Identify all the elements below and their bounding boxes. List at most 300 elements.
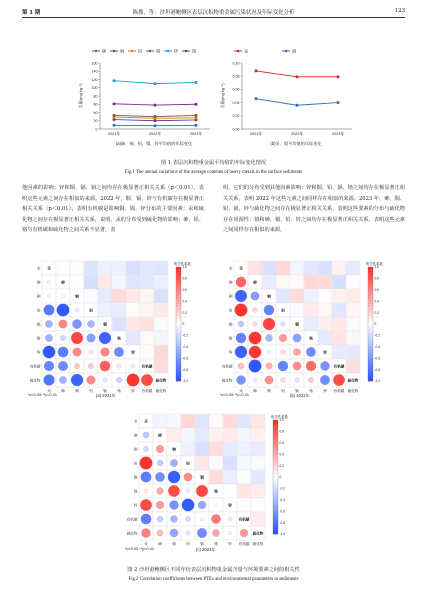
colorbar-tick-label: 0 <box>374 322 377 327</box>
corr-col-label: 铬 <box>214 542 218 546</box>
colorbar-step <box>273 488 278 491</box>
y-tick-label: 120 <box>91 77 98 82</box>
colorbar-step <box>368 327 373 330</box>
colorbar-step <box>273 437 278 440</box>
corr-row-label: 有机碳 <box>221 364 233 369</box>
colorbar-step <box>176 341 181 344</box>
corr-circle <box>44 375 55 386</box>
corr-circle <box>140 499 152 511</box>
colorbar-step <box>176 310 181 313</box>
corr-value-cell <box>332 345 345 358</box>
corr-row-label: 铬 <box>133 489 138 494</box>
corr-row-label: 镉 <box>228 322 233 327</box>
corr-row-label: 铬 <box>36 336 41 341</box>
x-tick-label: 2021年 <box>249 132 263 136</box>
data-point <box>154 124 157 127</box>
colorbar-tick-label: -0.6 <box>182 356 188 361</box>
corr-circle <box>293 334 302 343</box>
corr-value-cell <box>237 414 250 427</box>
corr-value-cell <box>209 456 222 469</box>
corr-circle <box>168 471 180 483</box>
colorbar-tick-label: 0.8 <box>279 429 284 434</box>
y-tick-label: 0.10 <box>232 61 240 66</box>
corr-circle <box>170 529 178 537</box>
colorbar-step <box>368 378 373 381</box>
colorbar-step <box>368 333 373 336</box>
data-point <box>337 101 340 104</box>
colorbar-step <box>176 347 181 350</box>
corr-value-cell <box>318 261 331 274</box>
colorbar-step <box>273 446 278 449</box>
colorbar-step <box>368 290 373 293</box>
corr-circle <box>265 376 273 384</box>
corr-value-cell <box>223 442 236 455</box>
corr-circle <box>99 332 111 344</box>
colorbar-tick-label: -0.4 <box>182 345 188 349</box>
corr-circle <box>236 277 246 287</box>
legend-marker <box>185 50 187 52</box>
colorbar-step <box>273 520 278 523</box>
colorbar-tick-label: -0.6 <box>279 509 285 514</box>
corr-circle <box>264 305 274 315</box>
corr-circle <box>214 503 217 506</box>
corr-circle <box>293 362 301 370</box>
corr-col-label: 铬 <box>309 389 313 393</box>
fig2-a-sig-note: *p<0.05 **p<0.01 <box>28 393 57 397</box>
corr-value-cell <box>195 428 208 441</box>
corr-value-cell <box>70 261 83 274</box>
corr-circle <box>141 374 153 386</box>
corr-row-label: 汞 <box>36 266 41 271</box>
corr-circle <box>131 364 135 368</box>
colorbar-tick-label: 0.2 <box>182 310 187 315</box>
corr-circle <box>184 473 193 482</box>
corr-circle <box>59 376 66 383</box>
legend-marker <box>95 50 97 52</box>
corr-circle <box>47 280 51 284</box>
corr-col-label: 汞 <box>47 389 51 393</box>
colorbar-step <box>368 372 373 375</box>
colorbar-step <box>368 367 373 370</box>
corr-circle <box>58 347 69 358</box>
corr-circle <box>71 332 83 344</box>
corr-circle <box>59 320 68 329</box>
corr-diag-label: 汞 <box>144 419 148 424</box>
corr-row-label: 硫化物 <box>126 531 138 536</box>
corr-value-cell <box>251 512 264 525</box>
corr-value-cell <box>140 261 153 274</box>
body-text-left-column <box>22 183 204 236</box>
corr-row-label: 砷 <box>133 433 138 438</box>
colorbar-step <box>176 315 181 318</box>
colorbar-step <box>273 423 278 426</box>
colorbar-step <box>176 335 181 338</box>
colorbar-title: 相关性系数 <box>271 415 288 419</box>
corr-diag-label: 铜 <box>75 294 79 299</box>
corr-col-label: 锌 <box>228 542 232 546</box>
corr-value-cell <box>346 303 359 316</box>
corr-value-cell <box>98 289 111 302</box>
data-point <box>195 124 198 127</box>
corr-value-cell <box>346 359 359 372</box>
corr-circle <box>45 334 53 342</box>
legend-label: 镍 <box>156 48 161 54</box>
corr-circle <box>235 346 247 358</box>
corr-value-cell <box>223 456 236 469</box>
corr-row-label: 有机碳 <box>126 517 138 522</box>
colorbar-step <box>273 511 278 514</box>
corr-circle <box>253 378 257 382</box>
corr-value-cell <box>112 261 125 274</box>
corr-value-cell <box>251 498 264 511</box>
data-point <box>255 97 258 100</box>
corr-value-cell <box>290 275 303 288</box>
corr-circle <box>186 489 190 493</box>
colorbar-step <box>273 523 278 526</box>
colorbar-step <box>273 506 278 509</box>
colorbar-step <box>273 460 278 463</box>
corr-value-cell <box>181 442 194 455</box>
colorbar-tick-label: -0.6 <box>374 356 380 361</box>
colorbar-step <box>176 361 181 364</box>
data-point <box>337 75 340 78</box>
data-point <box>296 104 299 107</box>
corr-value-cell <box>290 261 303 274</box>
colorbar-step <box>368 281 373 284</box>
colorbar-step <box>176 375 181 378</box>
y-tick-label: 40 <box>93 110 98 115</box>
corr-row-label: 硫化物 <box>29 378 41 383</box>
fig1-panel-a-chart <box>70 45 220 143</box>
colorbar-step <box>368 355 373 358</box>
corr-circle <box>168 485 179 496</box>
corr-circle <box>88 363 94 369</box>
corr-row-label: 有机碳 <box>29 364 41 369</box>
corr-row-label: 锌 <box>133 503 138 508</box>
fig2-a-label: (a) 2021年 <box>96 393 116 398</box>
corr-diag-label: 铅 <box>281 308 285 313</box>
corr-circle <box>156 487 163 494</box>
corr-value-cell <box>332 275 345 288</box>
legend-label: 镉 <box>292 48 297 54</box>
corr-value-cell <box>84 289 97 302</box>
corr-diag-label: 硫化物 <box>347 378 359 383</box>
corr-circle <box>280 349 285 354</box>
corr-value-cell <box>154 289 167 302</box>
legend-label: 铬 <box>192 48 197 54</box>
corr-circle <box>87 376 96 385</box>
data-point <box>154 115 157 118</box>
corr-circle <box>306 361 316 371</box>
corr-diag-label: 砷 <box>158 433 162 438</box>
corr-value-cell <box>346 275 359 288</box>
corr-col-label: 硫化物 <box>155 389 167 393</box>
corr-diag-label: 硫化物 <box>155 378 167 383</box>
data-point <box>296 75 299 78</box>
colorbar-step <box>273 483 278 486</box>
corr-value-cell <box>70 275 83 288</box>
fig2-b-sig-note: *p<0.05 **p<0.01 <box>220 393 249 397</box>
corr-col-label: 有机碳 <box>141 389 153 393</box>
corr-diag-label: 砷 <box>253 280 257 285</box>
corr-circle <box>58 361 68 371</box>
corr-value-cell <box>290 289 303 302</box>
colorbar-tick-label: 1.0 <box>374 265 379 270</box>
y-tick-label: 0.04 <box>232 100 240 105</box>
corr-circle <box>238 363 244 369</box>
corr-circle <box>140 457 153 470</box>
corr-row-label: 铜 <box>228 294 233 299</box>
colorbar-step <box>176 293 181 296</box>
colorbar-step <box>368 267 373 270</box>
body-text-right-column <box>223 183 405 236</box>
corr-col-label: 汞 <box>239 389 243 393</box>
colorbar-tick-label: -0.2 <box>374 333 380 338</box>
corr-circle <box>144 489 148 493</box>
colorbar-step <box>176 333 181 336</box>
colorbar-step <box>176 313 181 316</box>
colorbar-step <box>368 350 373 353</box>
corr-value-cell <box>56 261 69 274</box>
corr-col-label: 砷 <box>158 542 162 546</box>
corr-value-cell <box>332 317 345 330</box>
corr-circle <box>73 348 82 357</box>
colorbar-tick-label: -0.2 <box>279 486 285 491</box>
colorbar-step <box>176 338 181 341</box>
corr-value-cell <box>112 289 125 302</box>
corr-row-label: 汞 <box>228 266 233 271</box>
colorbar-tick-label: -0.8 <box>182 367 188 372</box>
colorbar-tick-label: -0.4 <box>374 345 380 349</box>
y-tick-label: 0.06 <box>232 87 240 92</box>
corr-value-cell <box>237 442 250 455</box>
corr-circle <box>197 528 207 538</box>
colorbar-step <box>176 330 181 333</box>
corr-circle <box>249 346 261 358</box>
corr-circle <box>235 304 248 317</box>
colorbar-step <box>368 347 373 350</box>
y-tick-label: 0.00 <box>232 127 240 132</box>
colorbar-step <box>273 429 278 432</box>
corr-value-cell <box>251 484 264 497</box>
corr-value-cell <box>154 317 167 330</box>
corr-circle <box>169 500 178 509</box>
legend-marker <box>167 50 169 52</box>
corr-circle <box>253 322 258 327</box>
journal-issue: 第 1 期 <box>22 10 41 16</box>
corr-value-cell <box>318 275 331 288</box>
legend-label: 铜 <box>120 48 125 54</box>
colorbar-step <box>273 494 278 497</box>
data-point <box>154 82 157 85</box>
corr-value-cell <box>195 414 208 427</box>
fig1-panel-b-legend <box>234 48 297 55</box>
corr-circle <box>141 514 151 524</box>
fig2-caption-en: Fig.2 Correlation coefficients between PTEs and environmental parameters in sediments <box>128 577 299 582</box>
corr-col-label: 镉 <box>295 389 299 393</box>
corr-diag-label: 锌 <box>228 503 232 508</box>
corr-circle <box>47 294 51 298</box>
corr-value-cell <box>140 275 153 288</box>
corr-value-cell <box>195 442 208 455</box>
corr-circle <box>43 346 56 359</box>
corr-diag-label: 有机碳 <box>238 517 250 522</box>
x-tick-label: 2023年 <box>331 132 345 136</box>
corr-col-label: 有机碳 <box>238 542 250 546</box>
colorbar-step <box>368 318 373 321</box>
corr-value-cell <box>304 261 317 274</box>
corr-value-cell <box>153 414 166 427</box>
corr-value-cell <box>318 289 331 302</box>
colorbar-tick-label: 0.4 <box>182 299 187 304</box>
corr-circle <box>228 531 232 535</box>
colorbar-tick-label: 1.0 <box>182 265 187 270</box>
corr-circle <box>240 529 248 537</box>
corr-value-cell <box>346 331 359 344</box>
corr-value-cell <box>154 275 167 288</box>
corr-circle <box>320 375 330 385</box>
fig2-panel-a-correlogram <box>28 255 218 405</box>
colorbar-step <box>176 290 181 293</box>
corr-circle <box>252 307 257 312</box>
y-tick-label: 160 <box>91 61 98 66</box>
fig1-panel-b-chart <box>212 45 362 143</box>
corr-value-cell <box>126 275 139 288</box>
corr-col-label: 镉 <box>200 542 204 546</box>
corr-circle <box>100 361 111 372</box>
corr-row-label: 锌 <box>36 350 41 355</box>
colorbar-step <box>368 296 373 299</box>
corr-col-label: 铅 <box>89 389 93 393</box>
corr-value-cell <box>251 442 264 455</box>
colorbar-step <box>368 361 373 364</box>
corr-circle <box>186 531 191 536</box>
legend-marker <box>131 50 133 52</box>
colorbar-step <box>368 375 373 378</box>
colorbar-step <box>273 471 278 474</box>
corr-value-cell <box>112 317 125 330</box>
corr-value-cell <box>237 498 250 511</box>
corr-diag-label: 有机碳 <box>333 364 345 369</box>
colorbar-step <box>368 344 373 347</box>
corr-diag-label: 砷 <box>61 280 65 285</box>
fig1-panel-b-caption: (b)汞、镉平均值的年际变化 <box>270 141 322 146</box>
corr-value-cell <box>290 303 303 316</box>
corr-circle <box>114 347 124 357</box>
corr-row-label: 砷 <box>228 280 233 285</box>
corr-value-cell <box>346 345 359 358</box>
corr-col-label: 汞 <box>144 542 148 546</box>
corr-diag-label: 镉 <box>295 322 299 327</box>
legend-marker <box>237 50 239 52</box>
colorbar-step <box>176 355 181 358</box>
corr-value-cell <box>112 303 125 316</box>
corr-circle <box>75 308 79 312</box>
corr-diag-label: 汞 <box>47 266 51 271</box>
colorbar-step <box>273 454 278 457</box>
corr-value-cell <box>98 275 111 288</box>
fig2-c-label: (c) 2023年 <box>196 547 216 552</box>
corr-col-label: 铜 <box>267 389 271 393</box>
corr-value-cell <box>126 289 139 302</box>
legend-label: 汞 <box>244 48 249 54</box>
corr-circle <box>238 321 244 327</box>
colorbar-step <box>368 310 373 313</box>
fig2-b-label: (b) 2022年 <box>290 393 310 398</box>
colorbar-step <box>176 358 181 361</box>
corr-circle <box>61 294 65 298</box>
corr-diag-label: 铬 <box>117 336 121 341</box>
corr-value-cell <box>140 345 153 358</box>
corr-circle <box>251 292 260 301</box>
corr-circle <box>236 375 245 384</box>
corr-circle <box>295 378 300 383</box>
corr-circle <box>249 360 262 373</box>
body-paragraph-left: 他因素的影响；锌和铜、镉、铬之间均存在极显著正相关关系（p＜0.01），表明这些元素之间存在相似的来源。2022 年，铜、镉、锌与有机碳存在极显著正相关关系（p＜0.01），表明有机碳是影响铜、镉、锌分布的主要因素；汞和硫化物之间存在极显著正相关关系，说明，汞的分布受到硫化物的影响；砷、铅、铬与有机碳和硫化物之间关系不显著，表 <box>22 185 204 234</box>
colorbar-step <box>176 307 181 310</box>
colorbar-step <box>273 497 278 500</box>
corr-circle <box>101 348 110 357</box>
data-point <box>195 81 198 84</box>
corr-circle <box>212 529 219 536</box>
colorbar-tick-label: 1.0 <box>279 418 284 423</box>
corr-diag-label: 锌 <box>323 350 327 355</box>
corr-value-cell <box>112 275 125 288</box>
corr-circle <box>72 319 81 328</box>
corr-diag-label: 锌 <box>131 350 135 355</box>
colorbar-step <box>176 318 181 321</box>
corr-col-label: 硫化物 <box>252 542 264 546</box>
colorbar-step <box>368 338 373 341</box>
colorbar-step <box>368 315 373 318</box>
fig2-panel-b-correlogram <box>220 255 410 405</box>
corr-col-label: 锌 <box>323 389 327 393</box>
fig2-c-sig-note: *p<0.05 **p<0.01 <box>125 547 154 551</box>
colorbar-title: 相关性系数 <box>366 262 383 266</box>
corr-circle <box>57 304 70 317</box>
corr-circle <box>182 499 195 512</box>
colorbar-step <box>368 276 373 279</box>
corr-diag-label: 铅 <box>186 461 190 466</box>
colorbar-title: 相关性系数 <box>174 262 191 266</box>
corr-circle <box>44 305 55 316</box>
corr-circle <box>60 335 66 341</box>
corr-circle <box>211 514 220 523</box>
colorbar-step <box>176 370 181 373</box>
colorbar-step <box>368 298 373 301</box>
corr-value-cell <box>126 303 139 316</box>
colorbar-step <box>273 500 278 503</box>
corr-col-label: 有机碳 <box>333 389 345 393</box>
corr-value-cell <box>332 331 345 344</box>
colorbar-tick-label: -0.2 <box>182 333 188 338</box>
corr-value-cell <box>251 470 264 483</box>
legend-label: 铅 <box>138 48 143 54</box>
colorbar-step <box>176 278 181 281</box>
corr-circle <box>45 320 53 328</box>
corr-value-cell <box>251 414 264 427</box>
colorbar-step <box>176 304 181 307</box>
corr-value-cell <box>154 345 167 358</box>
y-tick-label: 80 <box>93 94 98 99</box>
colorbar-step <box>273 531 278 534</box>
corr-value-cell <box>223 484 236 497</box>
corr-value-cell <box>332 289 345 302</box>
corr-value-cell <box>332 303 345 316</box>
corr-row-label: 铅 <box>133 461 138 466</box>
corr-circle <box>117 364 121 368</box>
corr-circle <box>87 334 96 343</box>
